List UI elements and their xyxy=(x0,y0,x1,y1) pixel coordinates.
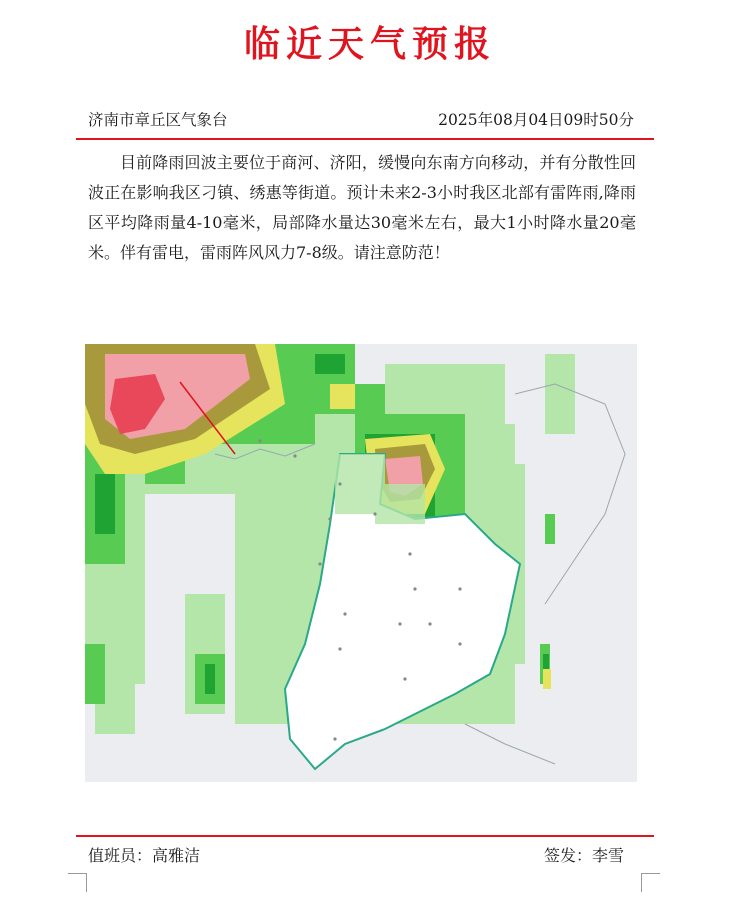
issue-datetime: 2025年08月04日09时50分 xyxy=(438,111,634,129)
header-divider xyxy=(76,138,654,140)
forecast-text: 目前降雨回波主要位于商河、济阳，缓慢向东南方向移动，并有分散性回波正在影响我区刁镇、绣惠等街道。预计未来2-3小时我区北部有雷阵雨,降雨区平均降雨量4-10毫米，局部降水量达30毫米左右，最大1小时降水量20毫米。伴有雷电，雷雨阵风风力7-8级。请注意防范！ xyxy=(88,153,636,262)
page-corner-mark-left xyxy=(68,873,87,892)
signer: 签发：李雪 xyxy=(543,846,624,865)
header-row xyxy=(88,108,634,130)
footer-row xyxy=(88,843,624,866)
issuer-name: 济南市章丘区气象台 xyxy=(88,111,228,129)
page-corner-mark-right xyxy=(641,873,660,892)
page-title: 临近天气预报 xyxy=(243,23,496,65)
radar-map-graphic xyxy=(85,344,637,782)
footer-divider xyxy=(76,835,654,837)
duty-officer: 值班员：高雅洁 xyxy=(88,846,201,865)
radar-map xyxy=(85,344,637,782)
